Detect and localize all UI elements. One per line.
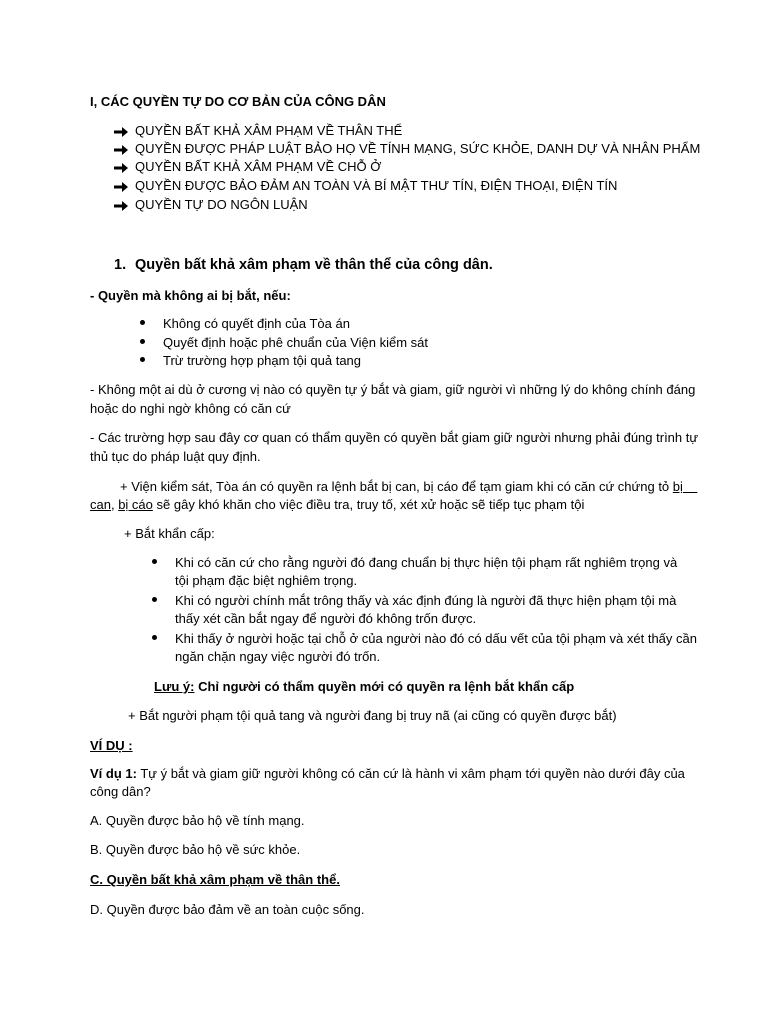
- paragraph-line: - Không một ai dù ở cương vị nào có quyền tự ý bắt và giam, giữ người vì những lý do không chính đáng: [90, 382, 696, 397]
- note-label: Lưu ý:: [154, 679, 195, 694]
- arrow-item-text: QUYỀN ĐƯỢC PHÁP LUẬT BẢO HỌ VỀ TÍNH MẠNG, SỨC KHỎE, DANH DỰ VÀ NHÂN PHẨM: [135, 141, 701, 156]
- prosecution-paragraph-line: can, bị cáo sẽ gây khó khăn cho việc điều tra, truy tố, xét xử hoặc sẽ tiếp tục phạm tội: [90, 497, 585, 512]
- answer-option-d: D. Quyền được bảo đảm về an toàn cuộc sống.: [90, 902, 365, 917]
- section-number: 1.: [114, 257, 127, 273]
- section-title: Quyền bất khả xâm phạm về thân thể của công dân.: [135, 257, 493, 273]
- paragraph-line: hoặc do nghi ngờ không có căn cứ: [90, 401, 291, 416]
- arrow-right-icon: [114, 126, 128, 138]
- arrow-right-icon: [114, 181, 128, 193]
- list-item-text: Không có quyết định của Tòa án: [163, 316, 350, 331]
- bullet-icon: [140, 320, 145, 325]
- list-item-text: ngăn chặn ngay việc người đó trốn.: [175, 649, 381, 664]
- list-item-text: Trừ trường hợp phạm tội quả tang: [163, 353, 362, 368]
- arrow-item-text: QUYỀN BẤT KHẢ XÂM PHẠM VỀ CHỖ Ở: [135, 159, 382, 174]
- paragraph-line: thủ tục do pháp luật quy định.: [90, 449, 261, 464]
- example-question-line: Ví dụ 1: Tự ý bắt và giam giữ người không có căn cứ là hành vi xâm phạm tới quyền nào dưới đây của: [90, 766, 685, 781]
- arrow-item-text: QUYỀN ĐƯỢC BẢO ĐẢM AN TOÀN VÀ BÍ MẬT THƯ TÍN, ĐIỆN THOẠI, ĐIỆN TÍN: [135, 178, 618, 193]
- arrow-item-text: QUYỀN TỰ DO NGÔN LUẬN: [135, 197, 308, 212]
- note-line: [154, 678, 574, 696]
- bullet-icon: [152, 597, 157, 602]
- list-item-text: Khi thấy ở người hoặc tại chỗ ở của người nào đó có dấu vết của tội phạm và xét thấy cần: [175, 631, 697, 646]
- list-item-text: thấy xét cần bắt ngay để người đó không trốn được.: [175, 611, 477, 626]
- urgent-arrest-label: + Bắt khẩn cấp:: [124, 526, 215, 541]
- paragraph-line: - Các trường hợp sau đây cơ quan có thẩm quyền có quyền bắt giam giữ người nhưng phải đúng trình tự: [90, 430, 699, 445]
- answer-option-c: C. Quyền bất khả xâm phạm về thân thể.: [90, 872, 340, 887]
- answer-option-a: A. Quyền được bảo hộ về tính mạng.: [90, 813, 305, 828]
- arrow-item-text: QUYỀN BẤT KHẢ XÂM PHẠM VỀ THÂN THỂ: [135, 123, 403, 138]
- answer-option-b: B. Quyền được bảo hộ về sức khỏe.: [90, 842, 301, 857]
- bullet-icon: [140, 339, 145, 344]
- prosecution-paragraph-line: + Viện kiểm sát, Tòa án có quyền ra lệnh bắt bị can, bị cáo để tạm giam khi có căn cứ chứng tỏ bị: [120, 479, 683, 494]
- example-question-line: công dân?: [90, 784, 151, 799]
- bullet-icon: [152, 635, 157, 640]
- note-text: Chỉ người có thẩm quyền mới có quyền ra lệnh bắt khẩn cấp: [194, 679, 575, 694]
- list-item-text: Khi có người chính mắt trông thấy và xác định đúng là người đã thực hiện phạm tội mà: [175, 593, 677, 608]
- list-item-text: Quyết định hoặc phê chuẩn của Viện kiểm sát: [163, 335, 428, 350]
- arrow-right-icon: [114, 144, 128, 156]
- arrow-right-icon: [114, 162, 128, 174]
- main-heading: I, CÁC QUYỀN TỰ DO CƠ BẢN CỦA CÔNG DÂN: [90, 94, 386, 109]
- caught-in-act-line: + Bắt người phạm tội quả tang và người đang bị truy nã (ai cũng có quyền được bắt): [128, 708, 617, 723]
- list-item-text: Khi có căn cứ cho rằng người đó đang chuẩn bị thực hiện tội phạm rất nghiêm trọng và: [175, 555, 678, 570]
- arrest-intro: - Quyền mà không ai bị bắt, nếu:: [90, 288, 291, 303]
- example-header: VÍ DỤ :: [90, 738, 133, 753]
- example-label: Ví dụ 1:: [90, 766, 137, 781]
- bullet-icon: [152, 559, 157, 564]
- arrow-right-icon: [114, 200, 128, 212]
- bullet-icon: [140, 357, 145, 362]
- list-item-text: tội phạm đặc biệt nghiêm trọng.: [175, 573, 358, 588]
